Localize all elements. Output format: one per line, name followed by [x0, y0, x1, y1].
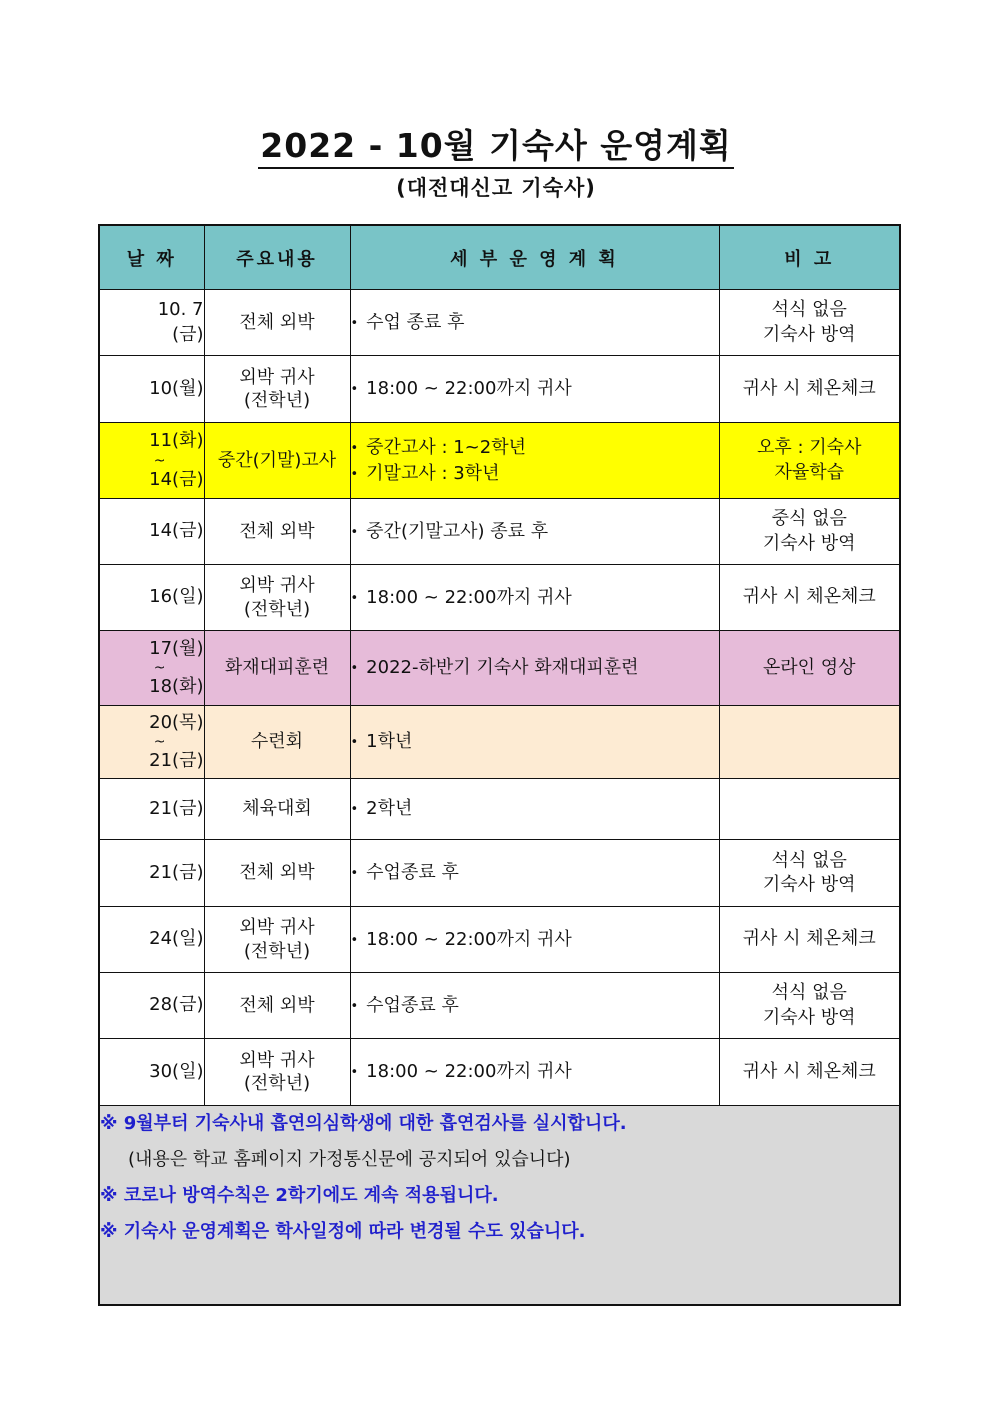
header-date: 날 짜 — [99, 225, 204, 290]
main-cell: 외박 귀사 (전학년) — [204, 907, 350, 973]
table-row — [99, 290, 900, 356]
main-cell: 수련회 — [204, 706, 350, 779]
main-cell: 외박 귀사 (전학년) — [204, 1039, 350, 1106]
page-title: 2022 - 10월 기숙사 운영계획 — [0, 120, 992, 167]
main-cell: 전체 외박 — [204, 290, 350, 356]
date-cell: 14(금) — [99, 499, 204, 565]
detail-cell: • 수업종료 후 — [350, 973, 719, 1039]
table-row — [99, 840, 900, 907]
table-row — [99, 631, 900, 706]
main-cell: 외박 귀사 (전학년) — [204, 356, 350, 423]
note-cell: 석식 없음 기숙사 방역 — [719, 290, 900, 356]
main-cell: 전체 외박 — [204, 973, 350, 1039]
main-cell: 전체 외박 — [204, 499, 350, 565]
detail-cell: • 수업종료 후 — [350, 840, 719, 907]
date-cell: 16(일) — [99, 565, 204, 631]
dormitory-plan-table — [98, 224, 901, 1306]
note-cell: 귀사 시 체온체크 — [719, 907, 900, 973]
detail-cell: • 2학년 — [350, 779, 719, 840]
table-row — [99, 565, 900, 631]
note-cell — [719, 779, 900, 840]
main-cell: 화재대피훈련 — [204, 631, 350, 706]
date-cell: 21(금) — [99, 779, 204, 840]
table-row — [99, 1039, 900, 1106]
date-cell: 30(일) — [99, 1039, 204, 1106]
date-cell: 11(화) ~ 14(금) — [99, 423, 204, 499]
note-cell — [719, 706, 900, 779]
detail-cell: • 18:00 ~ 22:00까지 귀사 — [350, 1039, 719, 1106]
table-row — [99, 356, 900, 423]
date-cell: 28(금) — [99, 973, 204, 1039]
table-row — [99, 907, 900, 973]
detail-cell: • 수업 종료 후 — [350, 290, 719, 356]
table-row — [99, 423, 900, 499]
header-detail: 세 부 운 영 계 획 — [350, 225, 719, 290]
table-row — [99, 499, 900, 565]
footer-note-smoking: ※ 9월부터 기숙사내 흡연의심학생에 대한 흡연검사를 실시합니다. — [100, 1113, 627, 1134]
header-main: 주요내용 — [204, 225, 350, 290]
footer-note-smoking-sub: (내용은 학교 홈페이지 가정통신문에 공지되어 있습니다) — [128, 1149, 571, 1170]
detail-cell: • 중간(기말고사) 종료 후 — [350, 499, 719, 565]
note-cell: 귀사 시 체온체크 — [719, 1039, 900, 1106]
main-cell: 외박 귀사 (전학년) — [204, 565, 350, 631]
main-cell: 전체 외박 — [204, 840, 350, 907]
detail-cell: • 1학년 — [350, 706, 719, 779]
note-cell: 석식 없음 기숙사 방역 — [719, 840, 900, 907]
page-subtitle: (대전대신고 기숙사) — [396, 176, 596, 200]
date-cell: 20(목) ~ 21(금) — [99, 706, 204, 779]
note-cell: 귀사 시 체온체크 — [719, 356, 900, 423]
footer-note-covid: ※ 코로나 방역수칙은 2학기에도 계속 적용됩니다. — [100, 1185, 499, 1206]
table-row — [99, 973, 900, 1039]
table-header-row — [99, 225, 900, 290]
detail-cell: • 18:00 ~ 22:00까지 귀사 — [350, 565, 719, 631]
header-note: 비 고 — [719, 225, 900, 290]
main-cell: 중간(기말)고사 — [204, 423, 350, 499]
detail-cell: • 18:00 ~ 22:00까지 귀사 — [350, 907, 719, 973]
date-cell: 24(일) — [99, 907, 204, 973]
note-cell: 귀사 시 체온체크 — [719, 565, 900, 631]
note-cell: 석식 없음 기숙사 방역 — [719, 973, 900, 1039]
table-row — [99, 706, 900, 779]
detail-cell: • 중간고사 : 1~2학년 • 기말고사 : 3학년 — [350, 423, 719, 499]
detail-cell: • 18:00 ~ 22:00까지 귀사 — [350, 356, 719, 423]
table-row — [99, 779, 900, 840]
date-cell: 10. 7 (금) — [99, 290, 204, 356]
date-cell: 17(월) ~ 18(화) — [99, 631, 204, 706]
date-cell: 21(금) — [99, 840, 204, 907]
date-cell: 10(월) — [99, 356, 204, 423]
note-cell: 중식 없음 기숙사 방역 — [719, 499, 900, 565]
footer-notes — [99, 1106, 900, 1306]
main-cell: 체육대회 — [204, 779, 350, 840]
footer-note-schedule: ※ 기숙사 운영계획은 학사일정에 따라 변경될 수도 있습니다. — [100, 1221, 586, 1242]
note-cell: 오후 : 기숙사 자율학습 — [719, 423, 900, 499]
detail-cell: • 2022-하반기 기숙사 화재대피훈련 — [350, 631, 719, 706]
note-cell: 온라인 영상 — [719, 631, 900, 706]
footer-row — [99, 1106, 900, 1306]
